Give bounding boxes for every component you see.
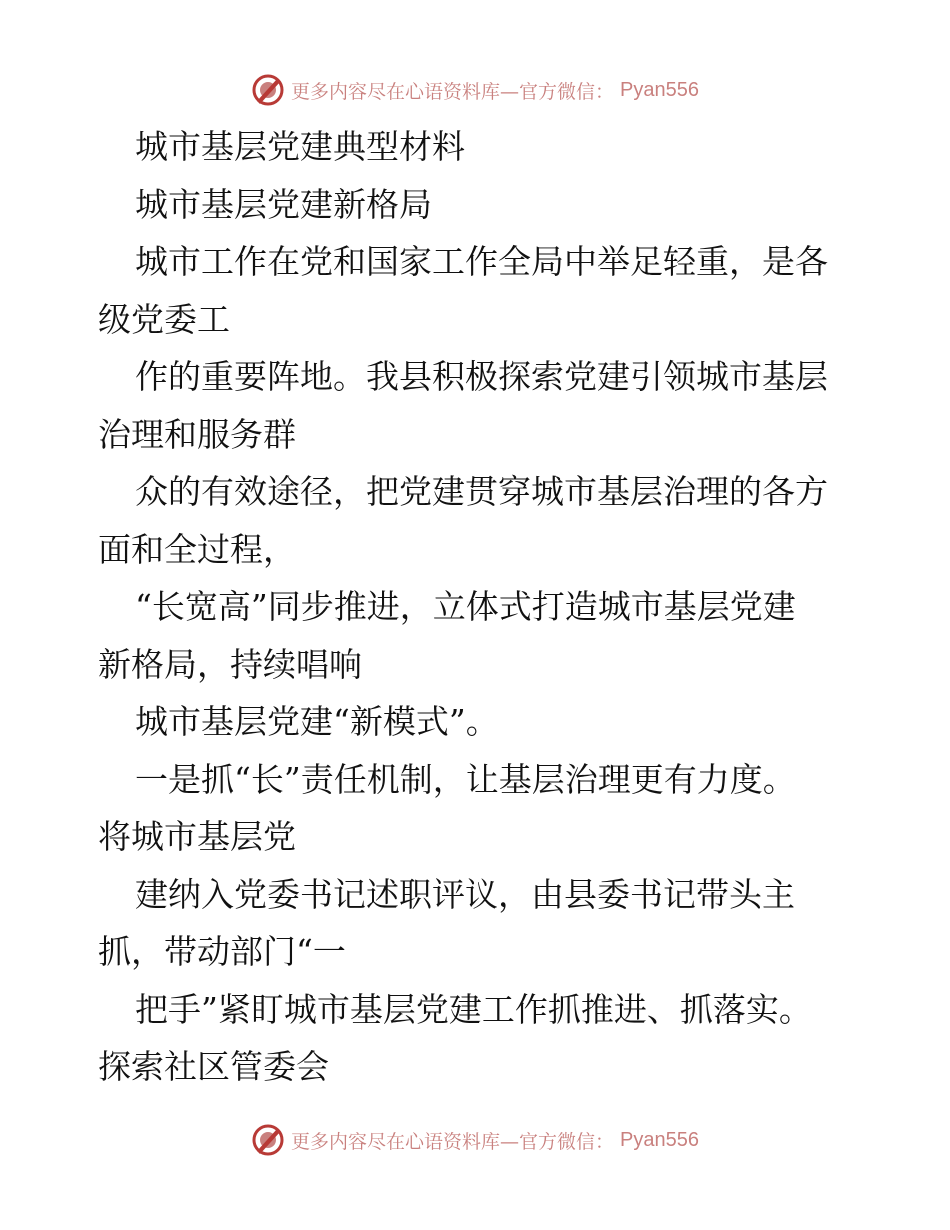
banner-text: 更多内容尽在心语资料库—官方微信： — [291, 1130, 615, 1153]
paragraph-line: 探索社区管委会 — [98, 1047, 329, 1086]
pen-logo-icon — [251, 1123, 285, 1157]
paragraph-line: 一是抓“长”责任机制，让基层治理更有力度。 — [135, 759, 796, 799]
paragraph-line: 建纳入党委书记述职评议，由县委书记带头主 — [135, 874, 795, 914]
paragraph-line: 治理和服务群 — [98, 414, 296, 454]
document-subtitle: 城市基层党建新格局 — [135, 184, 432, 224]
paragraph-line: 级党委工 — [98, 299, 230, 339]
paragraph-line: “长宽高”同步推进，立体式打造城市基层党建 — [135, 587, 796, 626]
footer-banner — [0, 1120, 950, 1160]
header-banner — [0, 70, 950, 110]
paragraph-line: 抓，带动部门“一 — [98, 932, 346, 971]
document-body — [98, 118, 858, 1096]
paragraph-line: 新格局，持续唱响 — [98, 644, 362, 684]
paragraph-line: 把手”紧盯城市基层党建工作抓推进、抓落实。 — [135, 989, 812, 1029]
paragraph-line: 城市基层党建“新模式”。 — [135, 702, 499, 741]
paragraph-line: 作的重要阵地。我县积极探索党建引领城市基层 — [135, 357, 828, 396]
pen-logo-icon — [251, 73, 285, 107]
paragraph-line: 众的有效途径，把党建贯穿城市基层治理的各方 — [135, 472, 828, 511]
banner-account: Pyan556 — [620, 78, 699, 101]
banner-text: 更多内容尽在心语资料库—官方微信： — [291, 80, 615, 103]
paragraph-line: 面和全过程， — [98, 529, 296, 569]
banner-account: Pyan556 — [620, 1128, 699, 1151]
paragraph-line: 城市工作在党和国家工作全局中举足轻重，是各 — [135, 242, 828, 281]
document-title: 城市基层党建典型材料 — [135, 127, 465, 166]
paragraph-line: 将城市基层党 — [98, 817, 296, 856]
